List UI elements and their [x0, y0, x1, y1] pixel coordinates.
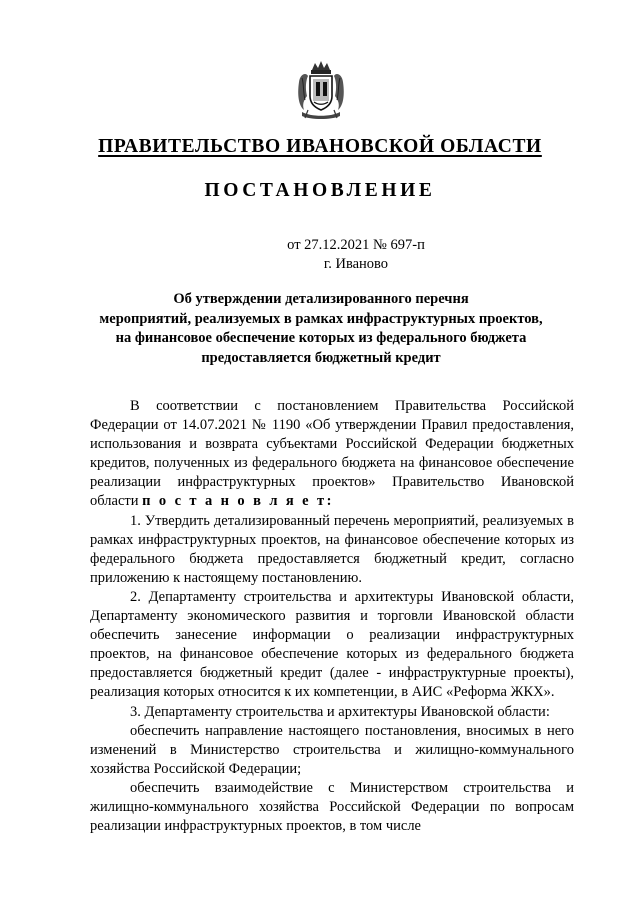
paragraph-text: В соответствии с постановлением Правительства Российской Федерации от 14.07.2021 № 1190 «Об утверждении Правил предоставления, использования и возврата субъектами Российской Федерации бюджетных кредитов, полученных из федерального бюджета на финансовое обеспечение реализации инфраструктурных проектов» Правительство Ивановской области	[90, 398, 574, 510]
document-subject	[86, 290, 556, 368]
document-city: г. Иваново	[323, 256, 389, 272]
body-paragraph: обеспечить взаимодействие с Министерством строительства и жилищно-коммунального хозяйства Российской Федерации по вопросам реализации инфраструктурных проектов, в том числе	[90, 779, 574, 835]
document-date-number: от 27.12.2021 № 697-п	[287, 237, 425, 253]
body-paragraph: 1. Утвердить детализированный перечень мероприятий, реализуемых в рамках инфраструктурных проектов, на финансовое обеспечение которых из федерального бюджета предоставляется бюджетный кредит, согласно приложению к настоящему постановлению.	[90, 512, 574, 586]
body-paragraph: обеспечить направление настоящего постановления, вносимых в него изменений в Министерство строительства и жилищно-коммунального хозяйства Российской Федерации;	[90, 722, 574, 777]
subject-line: на финансовое обеспечение которых из федерального бюджета	[115, 330, 527, 346]
body-paragraph: 2. Департаменту строительства и архитектуры Ивановской области, Департаменту экономического развития и торговли Ивановской области обеспечить занесение информации о реализации инфраструктурных проектов, на финансовое обеспечение которых из федерального бюджета предоставляется бюджетный кредит (далее - инфраструктурные проекты), реализация которых относится к их компетенции, в АИС «Реформа ЖКХ».	[90, 588, 574, 701]
coat-of-arms-icon	[296, 60, 346, 120]
document-body	[90, 397, 574, 836]
body-paragraph: 3. Департаменту строительства и архитектуры Ивановской области:	[130, 703, 550, 720]
body-paragraph	[90, 397, 574, 512]
organization-title: ПРАВИТЕЛЬСТВО ИВАНОВСКОЙ ОБЛАСТИ	[98, 136, 542, 157]
document-type: ПОСТАНОВЛЕНИЕ	[204, 180, 436, 201]
subject-line: предоставляется бюджетный кредит	[201, 349, 441, 366]
subject-line: мероприятий, реализуемых в рамках инфраструктурных проектов,	[99, 310, 543, 327]
resolves-keyword: п о с т а н о в л я е т:	[142, 493, 334, 510]
subject-line: Об утверждении детализированного перечня	[173, 291, 469, 307]
